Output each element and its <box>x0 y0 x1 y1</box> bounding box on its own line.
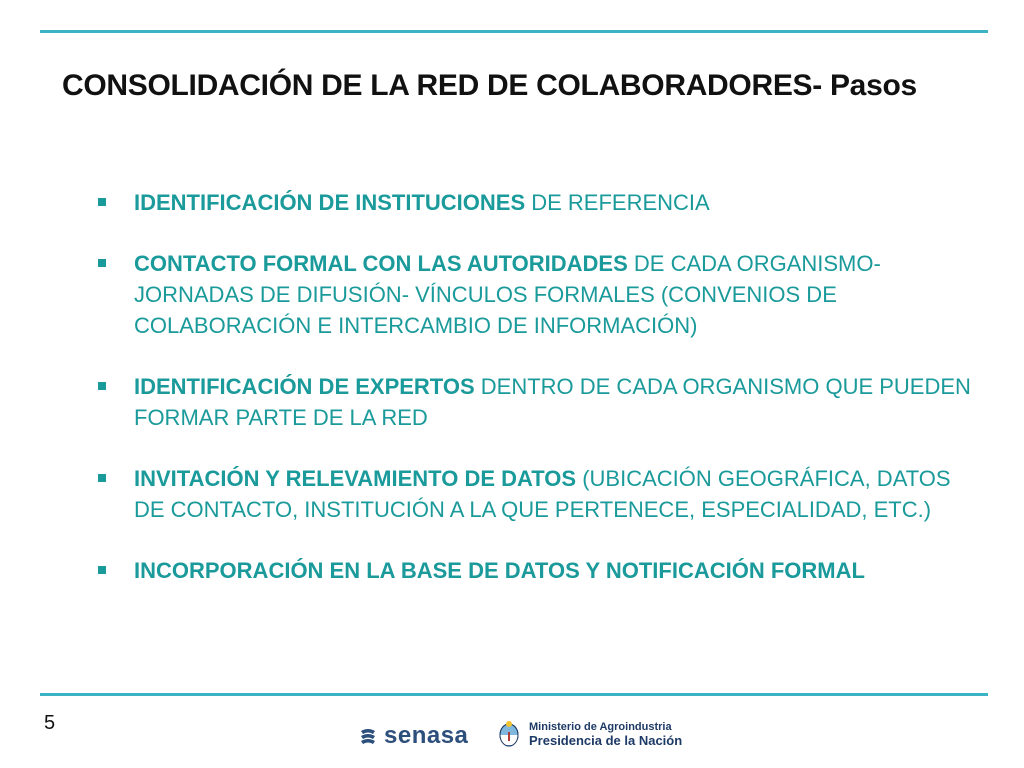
bottom-divider <box>40 693 988 696</box>
coat-of-arms-icon <box>497 720 521 748</box>
bullet-strong: INCORPORACIÓN EN LA BASE DE DATOS Y NOTIFICACIÓN FORMAL <box>134 558 865 583</box>
bullet-list <box>96 187 976 586</box>
square-bullet-icon <box>98 474 106 482</box>
senasa-mark-icon <box>358 727 378 745</box>
slide-title: CONSOLIDACIÓN DE LA RED DE COLABORADORES- Pasos <box>62 69 917 102</box>
bullet-strong: INVITACIÓN Y RELEVAMIENTO DE DATOS <box>134 466 577 491</box>
bullet-item <box>96 248 976 341</box>
bullet-item <box>96 555 976 586</box>
presidency-name: Presidencia de la Nación <box>529 733 683 748</box>
square-bullet-icon <box>98 259 106 267</box>
bullet-strong: IDENTIFICACIÓN DE INSTITUCIONES <box>134 190 526 215</box>
bullet-text: DE CADA ORGANISMO- JORNADAS DE DIFUSIÓN- VÍNCULOS FORMALES (CONVENIOS DE COLABORACIÓN E INTERCAMBIO DE INFORMACIÓN) <box>134 251 881 338</box>
ministry-name: Ministerio de Agroindustria <box>529 721 672 733</box>
bullet-text: (UBICACIÓN GEOGRÁFICA, DATOS DE CONTACTO, INSTITUCIÓN A LA QUE PERTENECE, ESPECIALIDAD, ETC.) <box>134 466 951 522</box>
square-bullet-icon <box>98 198 106 206</box>
bullet-text: DENTRO DE CADA ORGANISMO QUE PUEDEN FORMAR PARTE DE LA RED <box>134 374 971 430</box>
square-bullet-icon <box>98 382 106 390</box>
bullet-text: DE REFERENCIA <box>525 190 710 215</box>
square-bullet-icon <box>98 566 106 574</box>
page-number: 5 <box>44 712 56 734</box>
bullet-item <box>96 371 976 433</box>
bullet-item <box>96 187 976 218</box>
senasa-logo-text: senasa <box>384 722 469 749</box>
senasa-logo <box>358 722 468 750</box>
bullet-strong: CONTACTO FORMAL CON LAS AUTORIDADES <box>134 251 628 276</box>
government-logo <box>497 720 682 748</box>
top-divider <box>40 30 988 33</box>
bullet-item <box>96 463 976 525</box>
bullet-strong: IDENTIFICACIÓN DE EXPERTOS <box>134 374 475 399</box>
